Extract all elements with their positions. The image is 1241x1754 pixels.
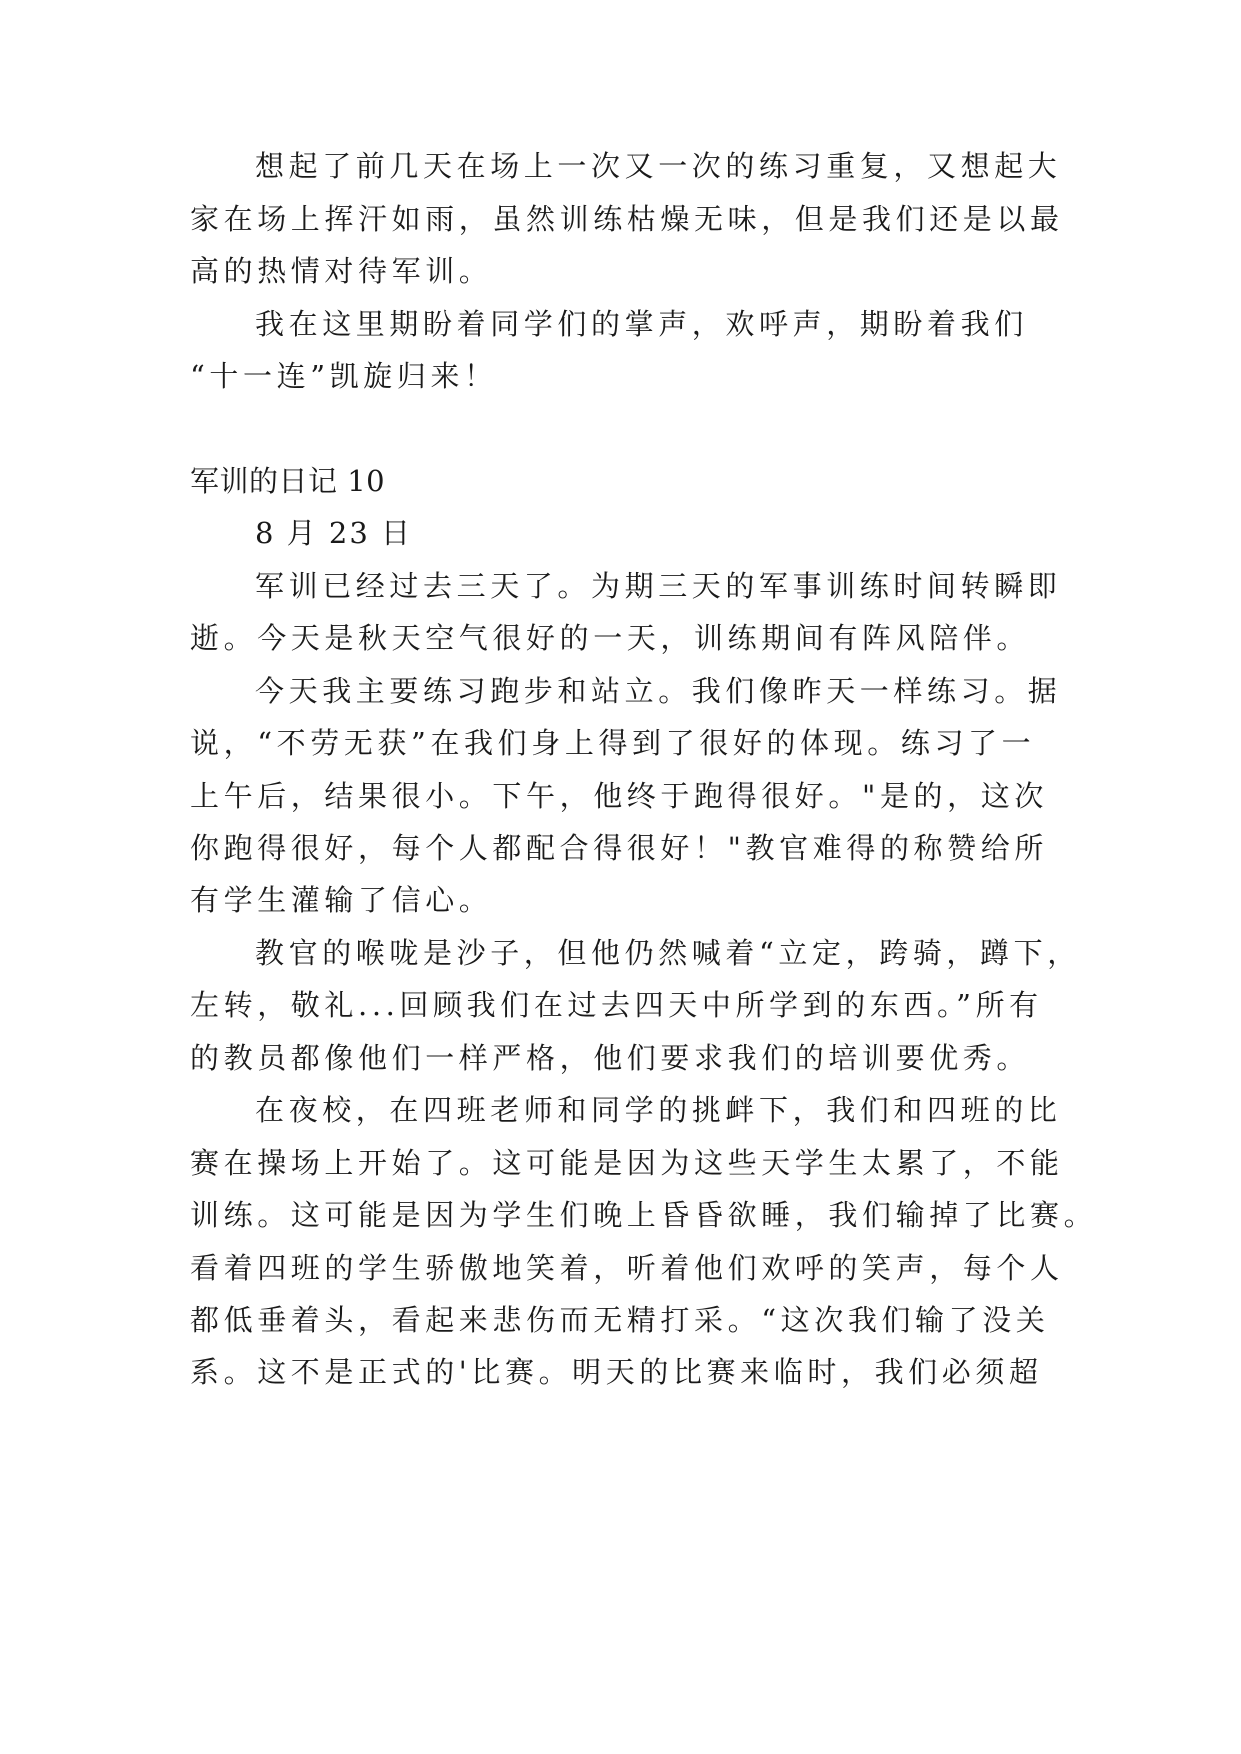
- paragraph-line: 我在这里期盼着同学们的掌声，欢呼声，期盼着我们: [255, 307, 1028, 341]
- paragraph-line: 高的热情对待军训。: [190, 254, 493, 288]
- paragraph-line: 逝。今天是秋天空气很好的一天，训练期间有阵风陪伴。: [190, 621, 1031, 655]
- paragraph-line: 说，“不劳无获”在我们身上得到了很好的体现。练习了一: [190, 726, 1036, 760]
- section-title: 军训的日记 10: [190, 464, 386, 498]
- paragraph-line: “十一连”凯旋归来！: [190, 359, 498, 393]
- paragraph-line: 左转，敬礼...回顾我们在过去四天中所学到的东西。”所有: [190, 988, 1043, 1022]
- paragraph-line: 都低垂着头，看起来悲伤而无精打采。“这次我们输了没关: [190, 1303, 1050, 1337]
- paragraph-line: 军训已经过去三天了。为期三天的军事训练时间转瞬即: [255, 569, 1062, 603]
- paragraph-line: 赛在操场上开始了。这可能是因为这些天学生太累了，不能: [190, 1146, 1064, 1180]
- paragraph-line: 系。这不是正式的'比赛。明天的比赛来临时，我们必须超: [190, 1355, 1043, 1389]
- paragraph-line: 家在场上挥汗如雨，虽然训练枯燥无味，但是我们还是以最: [190, 202, 1064, 236]
- paragraph-line: 有学生灌输了信心。: [190, 883, 493, 917]
- paragraph-line: 在夜校，在四班老师和同学的挑衅下，我们和四班的比: [255, 1093, 1062, 1127]
- paragraph-line: 教官的喉咙是沙子，但他仍然喊着“立定，跨骑，蹲下，: [255, 936, 1081, 970]
- paragraph-line: 今天我主要练习跑步和站立。我们像昨天一样练习。据: [255, 674, 1062, 708]
- paragraph-line: 训练。这可能是因为学生们晚上昏昏欲睡，我们输掉了比赛。: [190, 1198, 1098, 1232]
- paragraph-line: 上午后，结果很小。下午，他终于跑得很好。"是的，这次: [190, 779, 1048, 813]
- paragraph-line: 想起了前几天在场上一次又一次的练习重复，又想起大: [255, 149, 1062, 183]
- paragraph-line: 看着四班的学生骄傲地笑着，听着他们欢呼的笑声，每个人: [190, 1251, 1064, 1285]
- paragraph-line: 的教员都像他们一样严格，他们要求我们的培训要优秀。: [190, 1041, 1031, 1075]
- date-line: 8 月 23 日: [255, 516, 413, 550]
- paragraph-line: 你跑得很好，每个人都配合得很好！"教官难得的称赞给所: [190, 831, 1048, 865]
